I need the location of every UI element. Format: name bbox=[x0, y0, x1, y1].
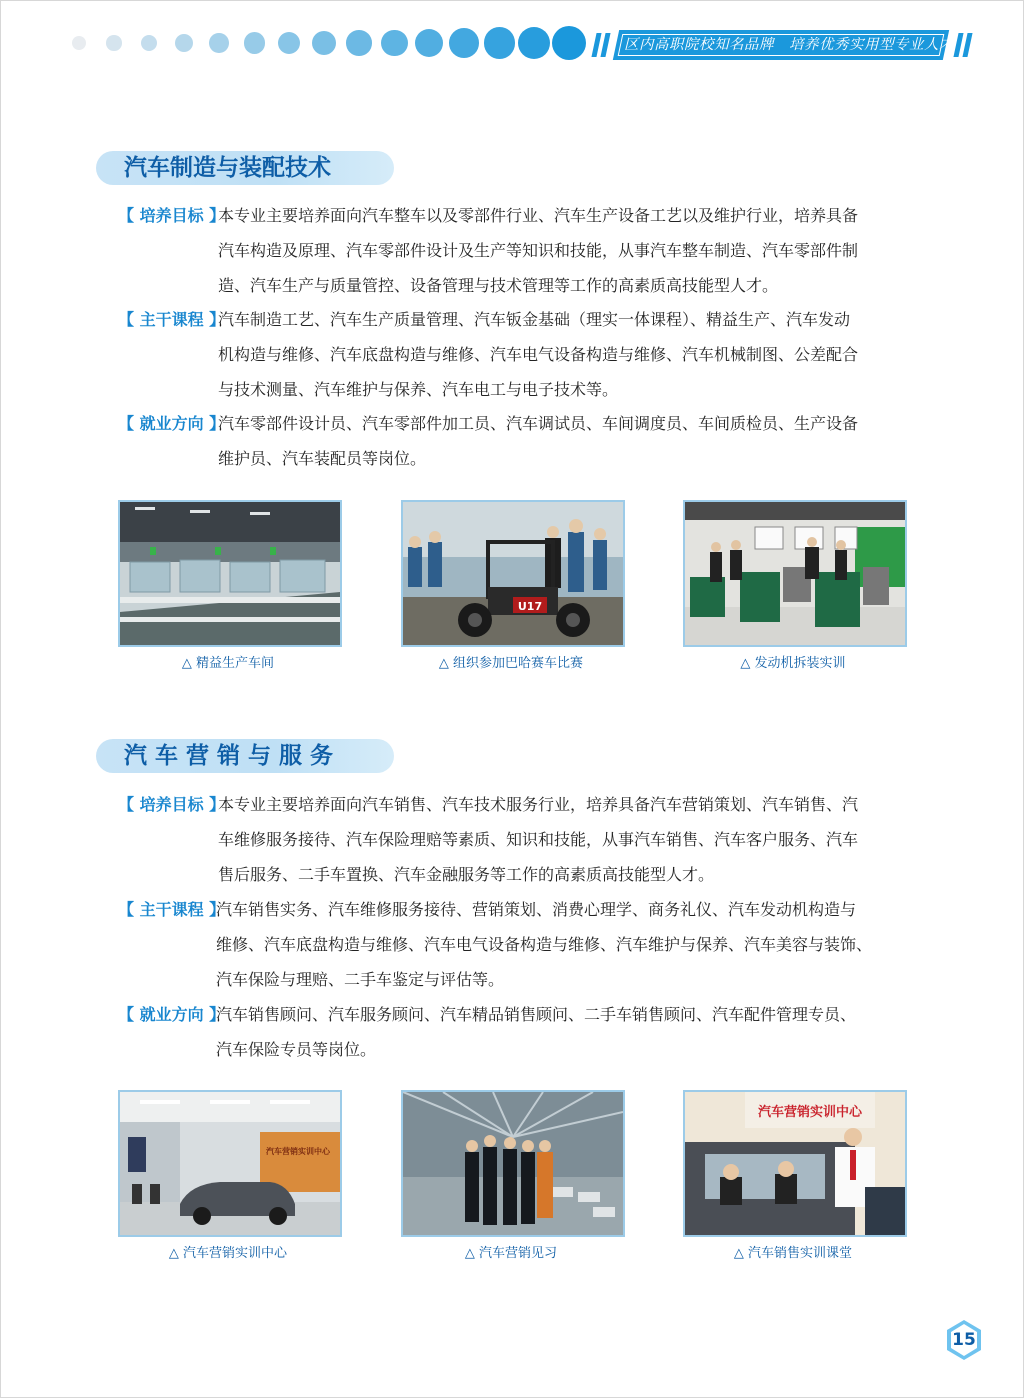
job-text bbox=[216, 997, 916, 1067]
text-line: 车维修服务接待、汽车保险理赔等素质、知识和技能，从事汽车销售、汽车客户服务、汽车 bbox=[218, 830, 859, 849]
section-title-text: 汽 车 营 销 与 服 务 bbox=[124, 743, 334, 769]
goal-label: 【 培养目标 】 bbox=[118, 795, 226, 814]
job-label: 【 就业方向 】 bbox=[118, 414, 226, 433]
section2-jobs bbox=[118, 997, 918, 1067]
section-title-marketing bbox=[96, 739, 394, 773]
text-line: 造、汽车生产与质量管控、设备管理与技术管理等工作的高素质高技能型人才。 bbox=[218, 276, 779, 295]
header-dot bbox=[484, 27, 515, 58]
header-dot bbox=[381, 30, 408, 57]
job-text bbox=[218, 406, 918, 476]
photo-caption: △ 组织参加巴哈赛车比赛 bbox=[438, 656, 584, 671]
photo-sales-training-class bbox=[683, 1090, 907, 1237]
course-label: 【 主干课程 】 bbox=[118, 900, 226, 919]
text-line: 本专业主要培养面向汽车销售、汽车技术服务行业，培养具备汽车营销策划、汽车销售、汽 bbox=[218, 795, 859, 814]
header-dot bbox=[209, 33, 229, 53]
section2-courses bbox=[118, 892, 918, 997]
photo-caption: △ 精益生产车间 bbox=[181, 656, 275, 671]
header-slogan bbox=[594, 30, 976, 60]
header-dot bbox=[346, 30, 371, 55]
text-line: 汽车零部件设计员、汽车零部件加工员、汽车调试员、车间调度员、车间质检员、生产设备 bbox=[218, 414, 859, 433]
photo-lean-production-workshop bbox=[118, 500, 342, 647]
photo-baja-racing bbox=[401, 500, 625, 647]
text-line: 维护员、汽车装配员等岗位。 bbox=[218, 449, 427, 468]
job-label: 【 就业方向 】 bbox=[118, 1005, 226, 1024]
wall-sign: 汽车营销实训中心 bbox=[266, 1147, 330, 1156]
section1-jobs bbox=[118, 406, 918, 476]
photo-caption: △ 发动机拆装实训 bbox=[740, 656, 846, 671]
header-dot bbox=[106, 35, 121, 50]
text-line: 汽车制造工艺、汽车生产质量管理、汽车钣金基础（理实一体课程）、精益生产、汽车发动 bbox=[218, 310, 851, 329]
header-dot bbox=[449, 28, 479, 58]
goal-text bbox=[218, 787, 918, 892]
wall-sign: 汽车营销实训中心 bbox=[757, 1105, 863, 1120]
goal-label: 【 培养目标 】 bbox=[118, 206, 226, 225]
course-text bbox=[218, 302, 918, 407]
photo-caption: △ 汽车营销实训中心 bbox=[168, 1246, 288, 1261]
text-line: 汽车保险与理赔、二手车鉴定与评估等。 bbox=[216, 970, 505, 989]
goal-text bbox=[218, 198, 918, 303]
car-number: U17 bbox=[517, 600, 543, 613]
page-number-text: 15 bbox=[952, 1330, 976, 1350]
section2-goal bbox=[118, 787, 918, 892]
section1-courses bbox=[118, 302, 918, 407]
text-line: 机构造与维修、汽车底盘构造与维修、汽车电气设备构造与维修、汽车机械制图、公差配合 bbox=[218, 345, 859, 364]
text-line: 汽车构造及原理、汽车零部件设计及生产等知识和技能，从事汽车整车制造、汽车零部件制 bbox=[218, 241, 859, 260]
photo-marketing-training-center bbox=[118, 1090, 342, 1237]
section-title-manufacturing bbox=[96, 151, 394, 185]
header-dot bbox=[552, 26, 586, 60]
photo-caption: △ 汽车营销见习 bbox=[464, 1246, 558, 1261]
section1-goal bbox=[118, 198, 918, 303]
course-text bbox=[216, 892, 916, 997]
section-title-text: 汽车制造与装配技术 bbox=[124, 155, 331, 181]
page-number bbox=[944, 1318, 984, 1362]
photo-marketing-internship bbox=[401, 1090, 625, 1237]
text-line: 与技术测量、汽车维护与保养、汽车电工与电子技术等。 bbox=[218, 380, 619, 399]
text-line: 售后服务、二手车置换、汽车金融服务等工作的高素质高技能型人才。 bbox=[218, 865, 715, 884]
text-line: 汽车销售实务、汽车维修服务接待、营销策划、消费心理学、商务礼仪、汽车发动机构造与 bbox=[216, 900, 857, 919]
text-line: 维修、汽车底盘构造与维修、汽车电气设备构造与维修、汽车维护与保养、汽车美容与装饰、 bbox=[216, 935, 873, 954]
photo-caption: △ 汽车销售实训课堂 bbox=[733, 1246, 853, 1261]
course-label: 【 主干课程 】 bbox=[118, 310, 226, 329]
header-dot bbox=[312, 31, 336, 55]
text-line: 汽车保险专员等岗位。 bbox=[216, 1040, 377, 1059]
header-dot bbox=[72, 36, 86, 50]
header-dot bbox=[244, 32, 265, 53]
text-line: 本专业主要培养面向汽车整车以及零部件行业、汽车生产设备工艺以及维护行业，培养具备 bbox=[218, 206, 859, 225]
photo-engine-disassembly bbox=[683, 500, 907, 647]
slogan-text: 区内高职院校知名品牌 培养优秀实用型专业人才 bbox=[624, 37, 954, 53]
text-line: 汽车销售顾问、汽车服务顾问、汽车精品销售顾问、二手车销售顾问、汽车配件管理专员、 bbox=[216, 1005, 857, 1024]
